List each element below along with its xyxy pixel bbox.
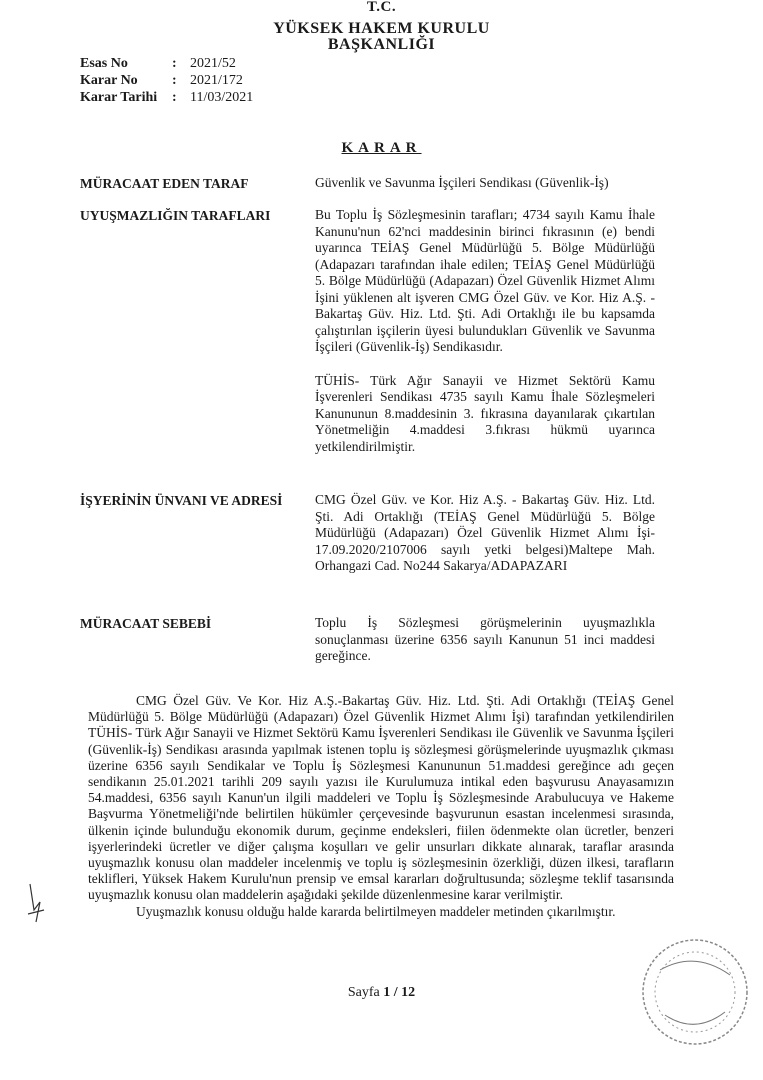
section-text (315, 615, 655, 682)
section-parties (80, 207, 680, 472)
handwritten-mark (22, 880, 52, 930)
meta-separator: : (172, 90, 177, 105)
body-paragraph-1: CMG Özel Güv. Ve Kor. Hiz A.Ş.-Bakartaş Güv. Hiz. Ltd. Şti. Adi Ortaklığı (TEİAŞ Genel Müdürlüğü 5. Bölge Müdürlüğü (Adapazarı) Özel Güvenlik Hizmet Alımı İşi) tarafından yetkilendirilen TÜHİS- Türk Ağır Sanayii ve Hizmet Sektörü Kamu İşverenleri Sendikası ile Güvenlik ve Savunma İşçileri (Güvenlik-İş) Sendikası arasında yapılmak istenen toplu iş sözleşmesi görüşmelerinde uyuşmazlık çıkması üzerine 6356 sayılı Sendikalar ve Toplu İş Sözleşmesi Kanununun 51.maddesi gereğince adı geçen sendikanın 25.01.2021 tarihli 209 sayılı yazısı ile Kurulumuza intikal eden başvurusu Anayasamızın 54.maddesi, 6356 sayılı Kanun'un ilgili maddeleri ve Toplu İş Sözleşmesinde Arabulucuya ve Hakeme Başvurma Yönetmeliği'nde belirtilen hükümler çerçevesinde başvurunun esastan incelenmesi sırasında, ülkenin içinde bulunduğu ekonomik durum, geçinme endeksleri, fiilen ödenmekte olan ücretler, benzeri işyerlerindeki ücretler ve diğer çalışma koşulları ve gelir unsurları dikkate alınarak, taraflar arasında uyuşmazlık konusu olan maddeler incelenmiş ve toplu iş sözleşmesinin özerkliği, düzen ilkesi, tarafların teklifleri, Yüksek Hakem Kurulu'nun prensip ve emsal kararları doğrultusunda; sözleşme teklif tasarısında uyuşmazlık konusu olan maddelerin aşağıdaki şekilde düzenlenmesine karar verilmiştir. (88, 693, 674, 903)
body-paragraph-2: Uyuşmazlık konusu olduğu halde kararda belirtilmeyen maddeler metinden çıkarılmıştır. (136, 903, 616, 919)
page-prefix: Sayfa (347, 985, 380, 1000)
meta-value: 11/03/2021 (190, 90, 254, 105)
meta-separator: : (172, 73, 177, 88)
meta-label: Karar No (80, 73, 138, 88)
workplace-text: CMG Özel Güv. ve Kor. Hiz A.Ş. - Bakartaş Güv. Hiz. Ltd. Şti. Adi Ortaklığı (TEİAŞ Genel Müdürlüğü 5. Bölge Müdürlüğü (Adapazarı) Özel Güvenlik Hizmet Alımı İşi-17.09.2020/2107006 sayılı yetki belgesi)Maltepe Mah. Orhangazi Cad. No244 Sakarya/ADAPAZARI (315, 492, 655, 573)
header-presidency: BAŞKANLIĞI (327, 36, 436, 53)
parties-paragraph-2: TÜHİS- Türk Ağır Sanayii ve Hizmet Sektörü Kamu İşverenleri Sendikası 4735 sayılı Kamu İhale Sözleşmeleri Kanununun 8.maddesinin 3. fıkrasına dayanılarak çıkartılan Yönetmeliğin 4.maddesi 3.fıkrası hükmü uyarınca yetkilendirilmiştir. (315, 372, 655, 454)
applicant-text: Güvenlik ve Savunma İşçileri Sendikası (Güvenlik-İş) (315, 175, 609, 190)
section-reason (80, 615, 680, 682)
section-applicant (80, 175, 680, 209)
section-label: UYUŞMAZLIĞIN TARAFLARI (80, 208, 271, 223)
meta-row-esas (80, 55, 253, 72)
section-label: MÜRACAAT SEBEBİ (80, 616, 212, 631)
header-institution: YÜKSEK HAKEM KURULU (273, 20, 490, 37)
meta-separator: : (172, 56, 177, 71)
meta-value: 2021/172 (190, 73, 243, 88)
meta-label: Karar Tarihi (80, 90, 158, 105)
case-meta (80, 55, 253, 106)
section-text (315, 492, 655, 592)
section-label: MÜRACAAT EDEN TARAF (80, 176, 249, 191)
section-workplace (80, 492, 680, 592)
section-text (315, 207, 655, 472)
decision-body (88, 693, 674, 920)
decision-title: KARAR (341, 140, 422, 156)
header-tc: T.C. (366, 0, 397, 15)
parties-paragraph-1: Bu Toplu İş Sözleşmesinin tarafları; 4734 sayılı Kamu İhale Kanunu'nun 62'nci maddesinin birinci fıkrasının (e) bendi uyarınca TEİAŞ Genel Müdürlüğü 5. Bölge Müdürlüğü (Adapazarı tarafından ihale edilen; TEİAŞ Genel Müdürlüğü 5. Bölge Müdürlüğü (Adapazarı) Özel Güvenlik Hizmet Alımı İşini yüklenen alt işveren CMG Özel Güv. ve Kor. Hiz A.Ş. - Bakartaş Güv. Hiz. Ltd. Şti. Adi Ortaklığı ile bu kapsamda çalıştırılan işçilerin üyesi bulundukları Güvenlik ve Savunma İşçileri (Güvenlik-İş) Sendikasıdır. (315, 207, 655, 354)
meta-value: 2021/52 (190, 56, 236, 71)
page-number: 1 / 12 (383, 985, 416, 1000)
reason-text: Toplu İş Sözleşmesi görüşmelerinin uyuşmazlıkla sonuçlanması üzerine 6356 sayılı Kanunun 51 inci maddesi gereğince. (315, 615, 655, 663)
meta-row-date (80, 89, 253, 106)
official-stamp (620, 930, 750, 1050)
section-label: İŞYERİNİN ÜNVANI VE ADRESİ (80, 493, 283, 508)
meta-label: Esas No (80, 56, 128, 71)
meta-row-karar (80, 72, 253, 89)
section-text (315, 175, 655, 209)
